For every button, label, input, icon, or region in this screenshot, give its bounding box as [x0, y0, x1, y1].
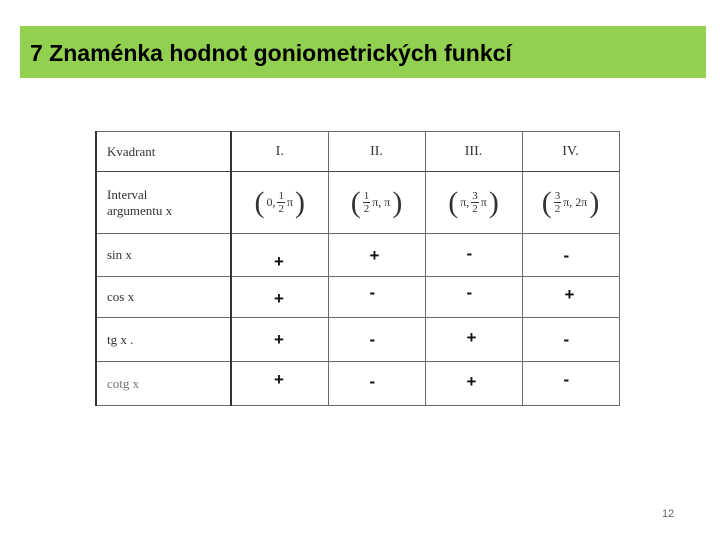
- quadrant-sign-table: [95, 131, 619, 405]
- interval-cell-3: [425, 172, 522, 234]
- fraction-denominator: 2: [278, 203, 284, 215]
- sign-value: -: [369, 283, 376, 302]
- fraction-denominator: 2: [363, 203, 370, 215]
- interval-label-line1: Interval: [107, 186, 148, 202]
- open-paren: (: [448, 185, 459, 219]
- sign-cell: [231, 277, 328, 318]
- sign-cell: [328, 277, 425, 318]
- page-number: 12: [662, 508, 675, 520]
- close-paren: ): [295, 185, 306, 219]
- row-label-tg: tg x .: [96, 318, 231, 362]
- sign-value: +: [564, 285, 575, 304]
- fraction: [471, 190, 479, 215]
- header-label: Kvadrant: [96, 132, 231, 172]
- fraction-numerator: 3: [472, 190, 478, 202]
- slide-title: 7 Znaménka hodnot goniometrických funkcí: [30, 40, 512, 66]
- sign-cell: [425, 277, 522, 318]
- fraction-denominator: 2: [554, 203, 561, 215]
- sign-cell: [522, 362, 619, 406]
- sign-value: +: [274, 370, 284, 389]
- sign-value: +: [466, 328, 477, 347]
- fraction: [363, 190, 371, 215]
- interval-cell-2: [328, 172, 425, 234]
- fraction-numerator: 1: [363, 190, 370, 202]
- fraction: [554, 190, 562, 215]
- quadrant-header-4: IV.: [522, 132, 619, 172]
- sign-cell: [425, 318, 522, 362]
- sign-cell: [231, 318, 328, 362]
- interval-left: 0,: [266, 195, 276, 209]
- sign-value: -: [563, 246, 570, 265]
- sign-cell: [231, 234, 328, 277]
- sign-value: -: [369, 330, 376, 349]
- sign-row-tg: [96, 318, 619, 362]
- sign-value: +: [274, 330, 284, 349]
- sign-cell: [231, 362, 328, 406]
- close-paren: ): [392, 185, 403, 219]
- interval-right: π: [480, 195, 487, 209]
- row-label-sin: sin x: [96, 234, 231, 277]
- interval-left: π,: [460, 195, 470, 209]
- open-paren: (: [254, 185, 265, 219]
- interval-rest: π, π: [372, 195, 391, 209]
- close-paren: ): [488, 185, 499, 219]
- sign-cell: [522, 318, 619, 362]
- quadrant-header-1: I.: [231, 132, 328, 172]
- sign-value: -: [369, 372, 376, 391]
- sign-cell: [328, 362, 425, 406]
- sign-cell: [328, 234, 425, 277]
- open-paren: (: [350, 185, 361, 219]
- sign-value: -: [466, 244, 473, 263]
- fraction-numerator: 3: [554, 190, 561, 202]
- sign-row-sin: [96, 234, 619, 277]
- interval-row: [96, 172, 619, 234]
- sign-value: +: [274, 289, 284, 308]
- header-row: [96, 132, 619, 172]
- slide-title-bar: [20, 26, 706, 78]
- row-label-cos: cos x: [96, 277, 231, 318]
- open-paren: (: [541, 185, 552, 219]
- sign-cell: [328, 318, 425, 362]
- fraction-denominator: 2: [472, 203, 478, 215]
- interval-right: π: [286, 195, 294, 209]
- sign-value: -: [466, 283, 473, 302]
- fraction-numerator: 1: [278, 190, 284, 202]
- quadrant-header-2: II.: [328, 132, 425, 172]
- sign-table: [95, 131, 620, 406]
- sign-value: +: [274, 252, 284, 271]
- row-label-cotg: cotg x: [96, 362, 231, 406]
- interval-rest: π, 2π: [563, 195, 588, 209]
- sign-value: -: [563, 370, 570, 389]
- close-paren: ): [589, 185, 600, 219]
- sign-value: -: [563, 330, 570, 349]
- interval-cell-4: [522, 172, 619, 234]
- quadrant-header-3: III.: [425, 132, 522, 172]
- sign-value: +: [466, 372, 477, 391]
- sign-cell: [425, 234, 522, 277]
- sign-row-cotg: [96, 362, 619, 406]
- sign-cell: [425, 362, 522, 406]
- interval-cell-1: [231, 172, 328, 234]
- interval-label-line2: argumentu x: [107, 202, 173, 218]
- sign-cell: [522, 234, 619, 277]
- sign-row-cos: [96, 277, 619, 318]
- interval-label: [96, 172, 231, 234]
- sign-value: +: [369, 246, 380, 265]
- fraction: [277, 190, 285, 215]
- sign-cell: [522, 277, 619, 318]
